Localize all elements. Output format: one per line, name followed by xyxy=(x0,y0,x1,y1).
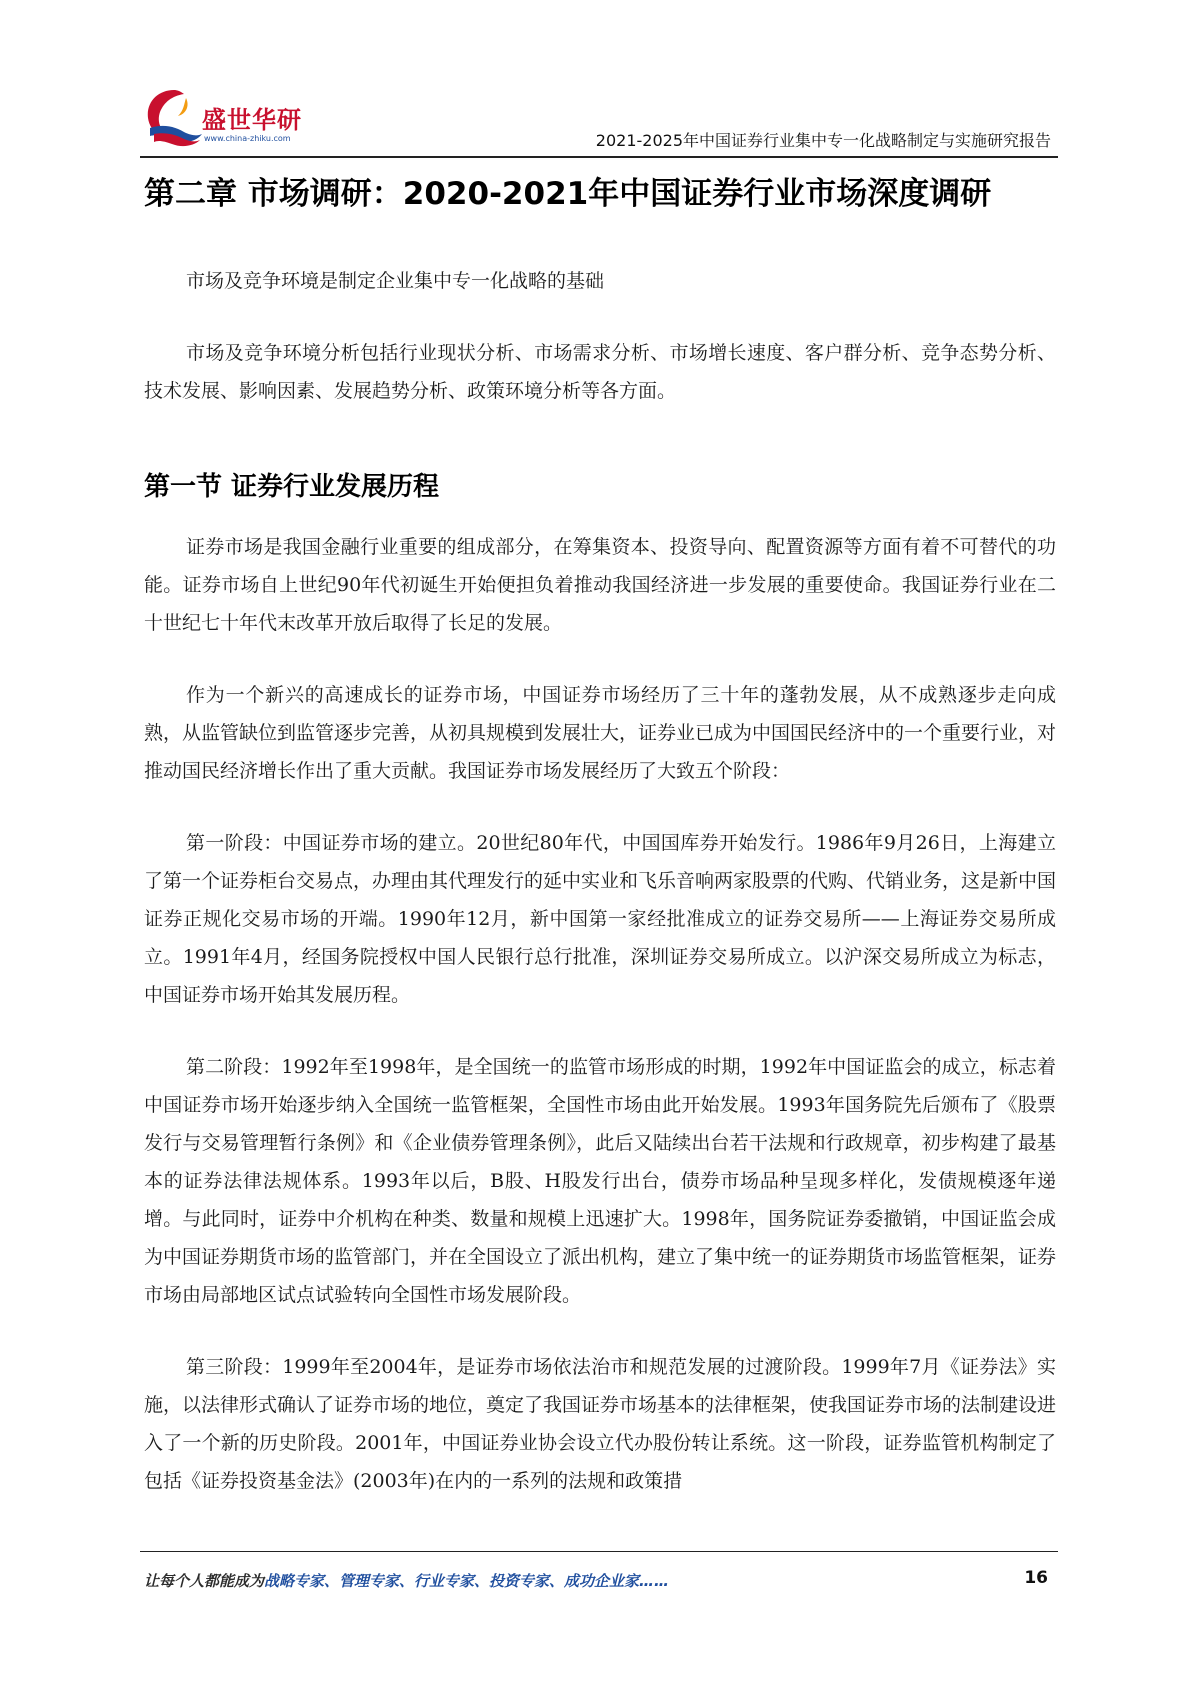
footer-divider xyxy=(140,1551,1058,1552)
body-paragraph: 第三阶段：1999年至2004年，是证券市场依法治市和规范发展的过渡阶段。1999年7月《证券法》实施，以法律形式确认了证券市场的地位，奠定了我国证券市场基本的法律框架，使我国证券市场的法制建设进入了一个新的历史阶段。2001年，中国证券业协会设立代办股份转让系统。这一阶段，证券监管机构制定了包括《证券投资基金法》(2003年)在内的一系列的法规和政策措 xyxy=(144,1356,1057,1492)
section-title: 第一节 证券行业发展历程 xyxy=(144,472,440,502)
intro-paragraph: 市场及竞争环境分析包括行业现状分析、市场需求分析、市场增长速度、客户群分析、竞争态势分析、技术发展、影响因素、发展趋势分析、政策环境分析等各方面。 xyxy=(144,342,1056,402)
logo-name: 盛世华研 xyxy=(202,106,302,134)
company-logo xyxy=(140,84,320,154)
chapter-title: 第二章 市场调研：2020-2021年中国证券行业市场深度调研 xyxy=(144,176,992,212)
footer-slogan-roles: 战略专家、管理专家、行业专家、投资专家、成功企业家…… xyxy=(264,1572,670,1590)
body-paragraph: 证券市场是我国金融行业重要的组成部分，在筹集资本、投资导向、配置资源等方面有着不可替代的功能。证券市场自上世纪90年代初诞生开始便担负着推动我国经济进一步发展的重要使命。我国证券行业在二十世纪七十年代末改革开放后取得了长足的发展。 xyxy=(144,536,1056,634)
body-paragraph: 第一阶段：中国证券市场的建立。20世纪80年代，中国国库券开始发行。1986年9月26日，上海建立了第一个证券柜台交易点，办理由其代理发行的延中实业和飞乐音响两家股票的代购、代销业务，这是新中国证券正规化交易市场的开端。1990年12月，新中国第一家经批准成立的证券交易所——上海证券交易所成立。1991年4月，经国务院授权中国人民银行总行批准，深圳证券交易所成立。以沪深交易所成立为标志，中国证券市场开始其发展历程。 xyxy=(144,832,1057,1006)
header-divider xyxy=(140,156,1058,158)
logo-emblem-icon xyxy=(140,84,204,150)
page-content xyxy=(144,168,1056,1500)
logo-url: www.china-zhiku.com xyxy=(204,134,291,143)
body-paragraph: 第二阶段：1992年至1998年，是全国统一的监管市场形成的时期，1992年中国证监会的成立，标志着中国证券市场开始逐步纳入全国统一监管框架，全国性市场由此开始发展。1993年国务院先后颁布了《股票发行与交易管理暂行条例》和《企业债券管理条例》，此后又陆续出台若干法规和行政规章，初步构建了最基本的证券法律法规体系。1993年以后，B股、H股发行出台，债券市场品种呈现多样化，发债规模逐年递增。与此同时，证券中介机构在种类、数量和规模上迅速扩大。1998年，国务院证券委撤销，中国证监会成为中国证券期货市场的监管部门，并在全国设立了派出机构，建立了集中统一的证券期货市场监管框架，证券市场由局部地区试点试验转向全国性市场发展阶段。 xyxy=(144,1056,1057,1306)
page-number: 16 xyxy=(1024,1568,1048,1588)
report-title: 2021-2025年中国证券行业集中专一化战略制定与实施研究报告 xyxy=(595,131,1051,150)
page-footer xyxy=(144,1570,1056,1596)
footer-slogan-prefix: 让每个人都能成为 xyxy=(144,1572,265,1590)
intro-paragraph: 市场及竞争环境是制定企业集中专一化战略的基础 xyxy=(186,270,605,292)
body-paragraph: 作为一个新兴的高速成长的证券市场，中国证券市场经历了三十年的蓬勃发展，从不成熟逐步走向成熟，从监管缺位到监管逐步完善，从初具规模到发展壮大，证券业已成为中国国民经济中的一个重要行业，对推动国民经济增长作出了重大贡献。我国证券市场发展经历了大致五个阶段： xyxy=(144,684,1057,782)
